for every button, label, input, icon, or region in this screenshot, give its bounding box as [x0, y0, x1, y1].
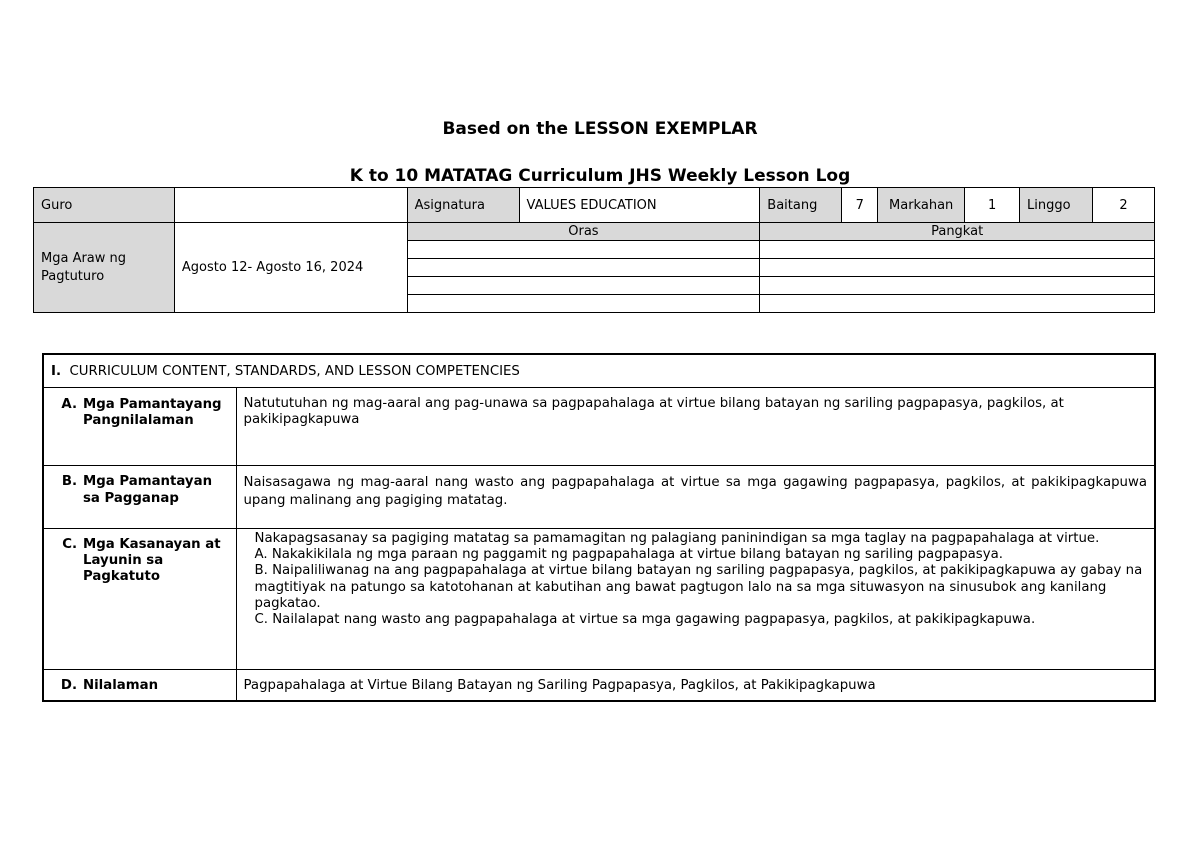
- baitang-label: Baitang: [760, 188, 842, 223]
- row-label: Mga Pamantayang Pangnilalaman: [83, 397, 222, 428]
- row-b-label-cell: [43, 466, 236, 529]
- curriculum-table: [42, 353, 1156, 702]
- row-label: Mga Pamantayan sa Pagganap: [83, 474, 213, 506]
- section-header: [43, 354, 1155, 388]
- pangkat-label: Pangkat: [760, 223, 1155, 241]
- row-content: Natututuhan ng mag-aaral ang pag-unawa sa pagpapahalaga at virtue bilang batayan ng sariling pagpapasya, pagkilos, at pakikipagkapuwa: [236, 388, 1155, 466]
- objective-intro: Nakapagsasanay sa pagiging matatag sa pamamagitan ng palagiang paninindigan sa mga taglay na pagpapahalaga at virtue.: [254, 531, 1100, 546]
- oras-cell[interactable]: [407, 259, 760, 277]
- row-label: Mga Kasanayan at Layunin sa Pagkatuto: [83, 537, 221, 584]
- row-content: Pagpapahalaga at Virtue Bilang Batayan ng Sariling Pagpapasya, Pagkilos, at Pakikipagkapuwa: [236, 670, 1155, 702]
- row-d-label-cell: [43, 670, 236, 702]
- pangkat-cell[interactable]: [760, 241, 1155, 259]
- row-c-label-cell: [43, 529, 236, 670]
- pangkat-cell[interactable]: [760, 259, 1155, 277]
- objective-b: B. Naipaliliwanag na ang pagpapahalaga at virtue bilang batayan ng sariling pagpapasya, pagkilos, at pakikipagkapuwa ay gabay na magtitiyak na patungo sa katotohanan at kabutihan ang bawat pagtugon lalo na sa mga situwasyon na sinusubok ang kanilang pagkatao.: [254, 563, 1143, 611]
- oras-cell[interactable]: [407, 295, 760, 313]
- markahan-label: Markahan: [878, 188, 965, 223]
- document-title: Based on the LESSON EXEMPLAR: [442, 119, 758, 139]
- section-title: CURRICULUM CONTENT, STANDARDS, AND LESSON COMPETENCIES: [69, 363, 520, 379]
- row-label: Nilalaman: [83, 677, 159, 693]
- asignatura-value[interactable]: VALUES EDUCATION: [519, 188, 760, 223]
- baitang-value[interactable]: 7: [842, 188, 878, 223]
- row-a-label-cell: [43, 388, 236, 466]
- row-letter: B.: [61, 474, 77, 489]
- guro-value[interactable]: [174, 188, 407, 223]
- row-letter: D.: [60, 677, 77, 693]
- document-subtitle: K to 10 MATATAG Curriculum JHS Weekly Lesson Log: [349, 166, 851, 186]
- lesson-log-header-table: [33, 187, 1155, 313]
- araw-value[interactable]: Agosto 12- Agosto 16, 2024: [174, 223, 407, 313]
- linggo-label: Linggo: [1020, 188, 1093, 223]
- oras-cell[interactable]: [407, 277, 760, 295]
- oras-cell[interactable]: [407, 241, 760, 259]
- row-content: Naisasagawa ng mag-aaral nang wasto ang pagpapahalaga at virtue sa mga gagawing pagpapasya, pagkilos, at pakikipagkapuwa upang malinang ang pagiging matatag.: [236, 466, 1155, 529]
- pangkat-cell[interactable]: [760, 295, 1155, 313]
- asignatura-label: Asignatura: [407, 188, 519, 223]
- objective-a: A. Nakakikilala ng mga paraan ng paggamit ng pagpapahalaga at virtue bilang batayan ng sariling pagpapasya.: [254, 547, 1003, 563]
- oras-label: Oras: [407, 223, 760, 241]
- section-number: I.: [51, 363, 61, 379]
- markahan-value[interactable]: 1: [965, 188, 1020, 223]
- objective-c: C. Nailalapat nang wasto ang pagpapahalaga at virtue sa mga gagawing pagpapasya, pagkilos, at pakikipagkapuwa.: [254, 612, 1036, 628]
- row-c-content: [236, 529, 1155, 670]
- araw-label: Mga Araw ng Pagtuturo: [34, 223, 175, 313]
- row-letter: A.: [61, 397, 77, 412]
- pangkat-cell[interactable]: [760, 277, 1155, 295]
- linggo-value[interactable]: 2: [1093, 188, 1155, 223]
- row-letter: C.: [62, 537, 77, 552]
- guro-label: Guro: [34, 188, 175, 223]
